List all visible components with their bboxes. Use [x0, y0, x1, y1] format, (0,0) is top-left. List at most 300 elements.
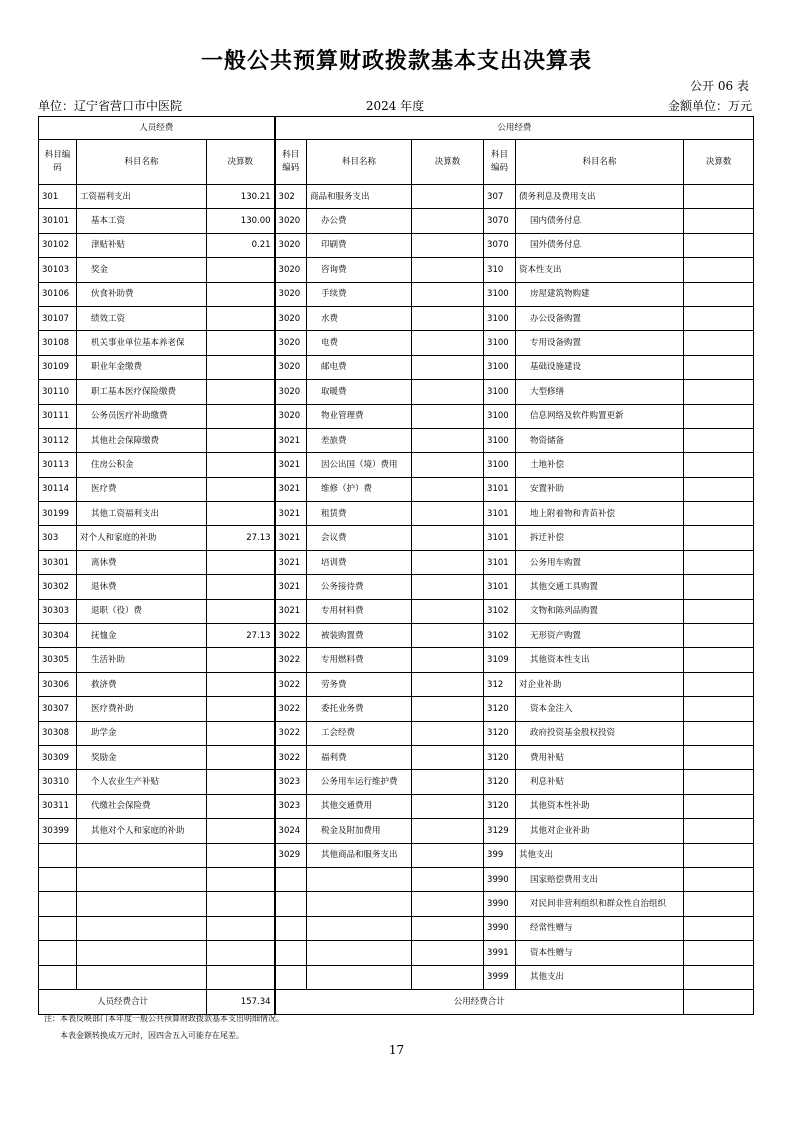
amount-cell: [207, 916, 275, 940]
form-number: 公开 06 表: [690, 79, 749, 93]
code-cell: 30306: [39, 672, 77, 696]
table-row: [39, 258, 754, 282]
amount-cell: [207, 306, 275, 330]
name-cell: 安置补助: [516, 477, 684, 501]
code-cell: 3101: [484, 575, 516, 599]
name-cell: 其他交通费用: [307, 794, 412, 818]
code-cell: 30307: [39, 697, 77, 721]
name-cell: 会议费: [307, 526, 412, 550]
name-cell: 基础设施建设: [516, 355, 684, 379]
table-row: [39, 575, 754, 599]
code-cell: 3120: [484, 697, 516, 721]
name-cell: 邮电费: [307, 355, 412, 379]
amount-cell: [684, 843, 754, 867]
amount-cell: [684, 794, 754, 818]
amount-cell: [412, 648, 484, 672]
name-cell: 对民间非营利组织和群众性自治组织: [516, 892, 684, 916]
amount-cell: [207, 892, 275, 916]
name-cell: 公务用车运行维护费: [307, 770, 412, 794]
name-cell: [307, 965, 412, 989]
amount-cell: [207, 282, 275, 306]
name-cell: 救济费: [77, 672, 207, 696]
table-row: [39, 672, 754, 696]
amount-cell: [684, 209, 754, 233]
code-cell: [275, 941, 307, 965]
name-cell: 奖励金: [77, 745, 207, 769]
code-cell: 3991: [484, 941, 516, 965]
code-cell: 3120: [484, 794, 516, 818]
amount-cell: [207, 794, 275, 818]
name-cell: 其他资本性支出: [516, 648, 684, 672]
total-public-value: [684, 989, 754, 1014]
name-cell: 印刷费: [307, 233, 412, 257]
code-cell: 3120: [484, 770, 516, 794]
amount-cell: [207, 745, 275, 769]
name-cell: 退职（役）费: [77, 599, 207, 623]
table-row: [39, 721, 754, 745]
amount-cell: [684, 404, 754, 428]
amount-cell: [684, 477, 754, 501]
code-cell: 3990: [484, 916, 516, 940]
amount-cell: [412, 892, 484, 916]
amount-cell: [207, 599, 275, 623]
name-cell: 其他资本性补助: [516, 794, 684, 818]
column-header-row: [39, 140, 754, 185]
name-cell: 医疗费: [77, 477, 207, 501]
code-cell: [39, 916, 77, 940]
name-cell: 大型修缮: [516, 380, 684, 404]
page-title: 一般公共预算财政拨款基本支出决算表: [200, 49, 592, 74]
code-cell: 30303: [39, 599, 77, 623]
code-cell: 3022: [275, 672, 307, 696]
amount-cell: [412, 355, 484, 379]
code-cell: 30110: [39, 380, 77, 404]
amount-cell: [207, 404, 275, 428]
amount-cell: [207, 502, 275, 526]
name-cell: 信息网络及软件购置更新: [516, 404, 684, 428]
amount-cell: [684, 550, 754, 574]
amount-cell: [412, 526, 484, 550]
table-row: [39, 624, 754, 648]
name-cell: 对个人和家庭的补助: [77, 526, 207, 550]
code-cell: 3101: [484, 550, 516, 574]
name-cell: 办公设备购置: [516, 306, 684, 330]
name-cell: [307, 916, 412, 940]
code-cell: 3100: [484, 355, 516, 379]
header-code: 科目编码: [39, 140, 77, 185]
name-cell: 个人农业生产补贴: [77, 770, 207, 794]
name-cell: 经常性赠与: [516, 916, 684, 940]
header-amount: 决算数: [412, 140, 484, 185]
code-cell: 30309: [39, 745, 77, 769]
code-cell: 30308: [39, 721, 77, 745]
table-row: [39, 965, 754, 989]
code-cell: 30311: [39, 794, 77, 818]
amount-cell: [684, 233, 754, 257]
name-cell: 工资福利支出: [77, 185, 207, 209]
amount-cell: [207, 258, 275, 282]
unit-label: 单位：辽宁省营口市中医院: [38, 99, 183, 113]
amount-cell: [412, 672, 484, 696]
code-cell: 3022: [275, 697, 307, 721]
code-cell: 3100: [484, 331, 516, 355]
name-cell: 资本性支出: [516, 258, 684, 282]
code-cell: 3100: [484, 306, 516, 330]
group-personnel: 人员经费: [39, 117, 275, 140]
code-cell: 3020: [275, 331, 307, 355]
amount-cell: [684, 624, 754, 648]
name-cell: 因公出国（境）费用: [307, 453, 412, 477]
table-row: [39, 745, 754, 769]
name-cell: 水费: [307, 306, 412, 330]
amount-cell: [412, 404, 484, 428]
code-cell: 30304: [39, 624, 77, 648]
code-cell: 3070: [484, 233, 516, 257]
name-cell: 租赁费: [307, 502, 412, 526]
amount-cell: [412, 867, 484, 891]
name-cell: 其他对个人和家庭的补助: [77, 819, 207, 843]
name-cell: 其他支出: [516, 965, 684, 989]
table-row: [39, 916, 754, 940]
amount-cell: [412, 721, 484, 745]
money-unit-label: 金额单位：万元: [667, 99, 752, 113]
name-cell: 其他工资福利支出: [77, 502, 207, 526]
amount-cell: [412, 477, 484, 501]
code-cell: 30399: [39, 819, 77, 843]
amount-cell: [412, 282, 484, 306]
amount-cell: [412, 306, 484, 330]
amount-cell: [412, 819, 484, 843]
table-row: [39, 697, 754, 721]
code-cell: 3021: [275, 428, 307, 452]
name-cell: 奖金: [77, 258, 207, 282]
name-cell: 国家赔偿费用支出: [516, 867, 684, 891]
amount-cell: [684, 380, 754, 404]
amount-cell: [207, 697, 275, 721]
amount-cell: [207, 355, 275, 379]
budget-expenditure-table: [38, 116, 754, 1015]
code-cell: 30301: [39, 550, 77, 574]
code-cell: 3020: [275, 258, 307, 282]
code-cell: 3021: [275, 526, 307, 550]
amount-cell: [412, 428, 484, 452]
table-row: [39, 770, 754, 794]
name-cell: 其他商品和服务支出: [307, 843, 412, 867]
amount-cell: [412, 794, 484, 818]
table-row: [39, 306, 754, 330]
amount-cell: [684, 258, 754, 282]
amount-cell: [684, 428, 754, 452]
header-name: 科目名称: [516, 140, 684, 185]
name-cell: [77, 843, 207, 867]
name-cell: 委托业务费: [307, 697, 412, 721]
code-cell: 3102: [484, 624, 516, 648]
code-cell: 3022: [275, 745, 307, 769]
code-cell: 3100: [484, 282, 516, 306]
code-cell: 3999: [484, 965, 516, 989]
code-cell: 30199: [39, 502, 77, 526]
name-cell: 拆迁补偿: [516, 526, 684, 550]
name-cell: 手续费: [307, 282, 412, 306]
name-cell: 基本工资: [77, 209, 207, 233]
amount-cell: [412, 916, 484, 940]
code-cell: 399: [484, 843, 516, 867]
amount-cell: [684, 770, 754, 794]
name-cell: 福利费: [307, 745, 412, 769]
name-cell: 物业管理费: [307, 404, 412, 428]
code-cell: 3021: [275, 477, 307, 501]
amount-cell: [684, 648, 754, 672]
table-row: [39, 428, 754, 452]
amount-cell: [207, 819, 275, 843]
name-cell: 医疗费补助: [77, 697, 207, 721]
amount-cell: [207, 672, 275, 696]
table-row: [39, 843, 754, 867]
name-cell: 劳务费: [307, 672, 412, 696]
amount-cell: [684, 697, 754, 721]
code-cell: 30109: [39, 355, 77, 379]
code-cell: 3023: [275, 770, 307, 794]
amount-cell: [207, 721, 275, 745]
amount-cell: [207, 575, 275, 599]
code-cell: [275, 965, 307, 989]
amount-cell: [684, 526, 754, 550]
amount-cell: [207, 648, 275, 672]
table-row: [39, 550, 754, 574]
table-row: [39, 648, 754, 672]
code-cell: 30106: [39, 282, 77, 306]
name-cell: 生活补助: [77, 648, 207, 672]
header-name: 科目名称: [307, 140, 412, 185]
table-row: [39, 453, 754, 477]
amount-cell: [684, 331, 754, 355]
amount-cell: [412, 941, 484, 965]
name-cell: 工会经费: [307, 721, 412, 745]
amount-cell: [684, 867, 754, 891]
code-cell: 3020: [275, 282, 307, 306]
name-cell: [77, 916, 207, 940]
amount-cell: [412, 502, 484, 526]
name-cell: 其他交通工具购置: [516, 575, 684, 599]
code-cell: 310: [484, 258, 516, 282]
header-amount: 决算数: [207, 140, 275, 185]
code-cell: 3020: [275, 355, 307, 379]
amount-cell: [684, 355, 754, 379]
table-row: [39, 794, 754, 818]
name-cell: [77, 965, 207, 989]
name-cell: [77, 892, 207, 916]
name-cell: 地上附着物和青苗补偿: [516, 502, 684, 526]
total-row: [39, 989, 754, 1014]
header-name: 科目名称: [77, 140, 207, 185]
name-cell: 其他社会保障缴费: [77, 428, 207, 452]
amount-cell: [412, 233, 484, 257]
name-cell: 电费: [307, 331, 412, 355]
table-row: [39, 355, 754, 379]
amount-cell: [684, 502, 754, 526]
code-cell: 30310: [39, 770, 77, 794]
table-row: [39, 599, 754, 623]
table-row: [39, 819, 754, 843]
code-cell: 3024: [275, 819, 307, 843]
name-cell: 住房公积金: [77, 453, 207, 477]
code-cell: [39, 941, 77, 965]
amount-cell: 130.00: [207, 209, 275, 233]
name-cell: 公务员医疗补助缴费: [77, 404, 207, 428]
amount-cell: [412, 209, 484, 233]
amount-cell: [684, 575, 754, 599]
code-cell: 307: [484, 185, 516, 209]
name-cell: 抚恤金: [77, 624, 207, 648]
amount-cell: [684, 282, 754, 306]
amount-cell: [207, 331, 275, 355]
code-cell: 30113: [39, 453, 77, 477]
code-cell: 3021: [275, 599, 307, 623]
name-cell: 国内债务付息: [516, 209, 684, 233]
code-cell: 301: [39, 185, 77, 209]
name-cell: 办公费: [307, 209, 412, 233]
amount-cell: [684, 672, 754, 696]
code-cell: 3101: [484, 526, 516, 550]
name-cell: 物资储备: [516, 428, 684, 452]
code-cell: [275, 892, 307, 916]
code-cell: 3020: [275, 404, 307, 428]
name-cell: [77, 867, 207, 891]
amount-cell: [207, 770, 275, 794]
amount-cell: [412, 965, 484, 989]
name-cell: 其他支出: [516, 843, 684, 867]
name-cell: 职工基本医疗保险缴费: [77, 380, 207, 404]
code-cell: 3022: [275, 721, 307, 745]
amount-cell: 130.21: [207, 185, 275, 209]
code-cell: 312: [484, 672, 516, 696]
code-cell: 3070: [484, 209, 516, 233]
table-note: 本表金额转换成万元时，因四舍五入可能存在尾差。: [60, 1031, 244, 1040]
header-code: 科目编码: [484, 140, 516, 185]
code-cell: 3120: [484, 745, 516, 769]
name-cell: 土地补偿: [516, 453, 684, 477]
name-cell: 退休费: [77, 575, 207, 599]
name-cell: 对企业补助: [516, 672, 684, 696]
code-cell: 30114: [39, 477, 77, 501]
table-row: [39, 477, 754, 501]
amount-cell: [207, 428, 275, 452]
name-cell: 取暖费: [307, 380, 412, 404]
name-cell: 利息补贴: [516, 770, 684, 794]
code-cell: 302: [275, 185, 307, 209]
code-cell: 3100: [484, 453, 516, 477]
amount-cell: [207, 477, 275, 501]
name-cell: [307, 867, 412, 891]
name-cell: 专用燃料费: [307, 648, 412, 672]
code-cell: 3020: [275, 380, 307, 404]
code-cell: 30108: [39, 331, 77, 355]
code-cell: [39, 843, 77, 867]
table-row: [39, 380, 754, 404]
amount-cell: [684, 599, 754, 623]
name-cell: 培训费: [307, 550, 412, 574]
amount-cell: [684, 819, 754, 843]
code-cell: 3102: [484, 599, 516, 623]
code-cell: 30305: [39, 648, 77, 672]
code-cell: 3990: [484, 892, 516, 916]
code-cell: [39, 867, 77, 891]
table-row: [39, 941, 754, 965]
code-cell: 3100: [484, 428, 516, 452]
code-cell: 3109: [484, 648, 516, 672]
amount-cell: [207, 965, 275, 989]
code-cell: 3023: [275, 794, 307, 818]
amount-cell: [412, 599, 484, 623]
year-label: 2024 年度: [365, 99, 425, 113]
code-cell: [275, 867, 307, 891]
code-cell: 3021: [275, 502, 307, 526]
name-cell: 专用材料费: [307, 599, 412, 623]
report-meta: [38, 97, 752, 113]
code-cell: 30102: [39, 233, 77, 257]
code-cell: 3101: [484, 477, 516, 501]
amount-cell: [207, 843, 275, 867]
name-cell: 费用补贴: [516, 745, 684, 769]
code-cell: 30302: [39, 575, 77, 599]
name-cell: 被装购置费: [307, 624, 412, 648]
code-cell: 3101: [484, 502, 516, 526]
name-cell: 代缴社会保险费: [77, 794, 207, 818]
amount-cell: [412, 185, 484, 209]
code-cell: 30111: [39, 404, 77, 428]
amount-cell: [412, 575, 484, 599]
amount-cell: [412, 258, 484, 282]
code-cell: 3100: [484, 404, 516, 428]
group-public: 公用经费: [275, 117, 754, 140]
name-cell: 伙食补助费: [77, 282, 207, 306]
name-cell: 职业年金缴费: [77, 355, 207, 379]
amount-cell: [684, 916, 754, 940]
name-cell: 资本金注入: [516, 697, 684, 721]
amount-cell: [412, 624, 484, 648]
amount-cell: [684, 306, 754, 330]
table-row: [39, 526, 754, 550]
code-cell: 3120: [484, 721, 516, 745]
code-cell: 3022: [275, 648, 307, 672]
amount-cell: [412, 843, 484, 867]
amount-cell: [412, 380, 484, 404]
table-row: [39, 331, 754, 355]
code-cell: 3021: [275, 575, 307, 599]
name-cell: 津贴补贴: [77, 233, 207, 257]
code-cell: [39, 892, 77, 916]
name-cell: 公务用车购置: [516, 550, 684, 574]
code-cell: 3021: [275, 550, 307, 574]
total-personnel-value: 157.34: [207, 989, 275, 1014]
amount-cell: [207, 941, 275, 965]
code-cell: 30101: [39, 209, 77, 233]
amount-cell: [207, 550, 275, 574]
name-cell: 文物和陈列品购置: [516, 599, 684, 623]
amount-cell: [207, 867, 275, 891]
code-cell: 3020: [275, 233, 307, 257]
name-cell: 助学金: [77, 721, 207, 745]
name-cell: 维修（护）费: [307, 477, 412, 501]
table-row: [39, 209, 754, 233]
code-cell: 3022: [275, 624, 307, 648]
amount-cell: [684, 745, 754, 769]
name-cell: 资本性赠与: [516, 941, 684, 965]
code-cell: [39, 965, 77, 989]
name-cell: 差旅费: [307, 428, 412, 452]
amount-cell: [412, 697, 484, 721]
table-row: [39, 892, 754, 916]
